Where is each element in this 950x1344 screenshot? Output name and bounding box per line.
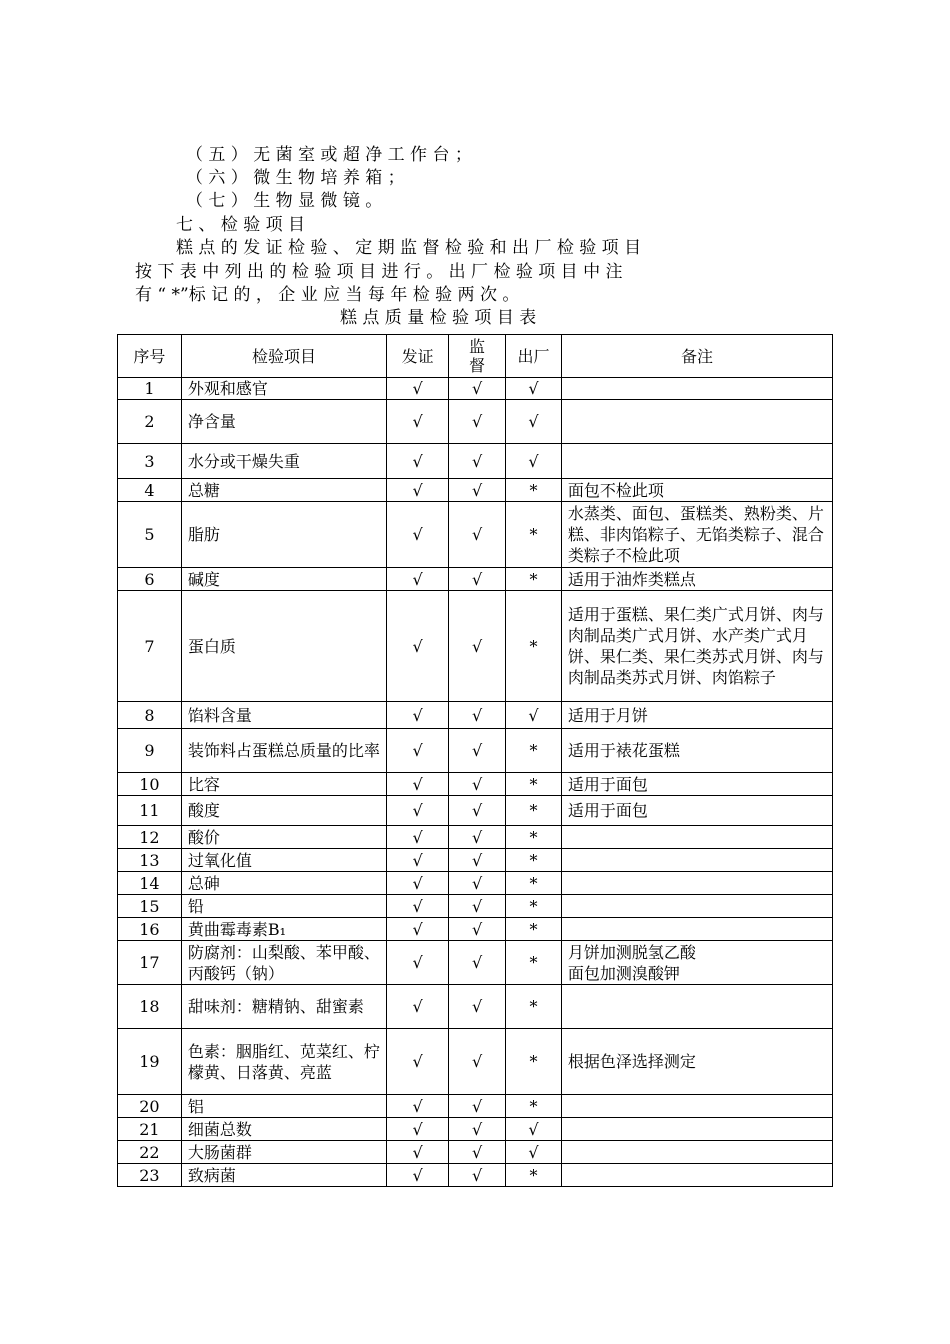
cell-cert: √ [387, 702, 449, 729]
cell-item: 铅 [181, 895, 386, 918]
cell-factory: * [506, 729, 562, 773]
table-row [118, 895, 833, 918]
cell-no: 17 [118, 941, 182, 985]
cell-no: 20 [118, 1095, 182, 1118]
cell-no: 16 [118, 918, 182, 941]
header-item: 检验项目 [181, 335, 386, 378]
cell-item: 铝 [181, 1095, 386, 1118]
cell-cert: √ [387, 378, 449, 400]
cell-factory: √ [506, 400, 562, 444]
cell-note [561, 444, 832, 479]
cell-cert: √ [387, 941, 449, 985]
header-cert: 发证 [387, 335, 449, 378]
cell-no: 21 [118, 1118, 182, 1141]
cell-cert: √ [387, 985, 449, 1029]
cell-item: 致病菌 [181, 1164, 386, 1187]
cell-item: 外观和感官 [181, 378, 386, 400]
cell-supervise: √ [449, 1164, 506, 1187]
cell-factory: * [506, 479, 562, 502]
cell-supervise: √ [449, 872, 506, 895]
cell-supervise: √ [449, 1029, 506, 1095]
cell-note [561, 872, 832, 895]
cell-item: 总糖 [181, 479, 386, 502]
cell-factory: √ [506, 1141, 562, 1164]
section-heading: 七 、 检 验 项 目 [176, 215, 306, 235]
cell-supervise: √ [449, 918, 506, 941]
cell-factory: * [506, 502, 562, 568]
cell-factory: * [506, 591, 562, 702]
inspection-table [117, 334, 833, 1187]
table-row [118, 1029, 833, 1095]
cell-note: 适用于月饼 [561, 702, 832, 729]
cell-no: 7 [118, 591, 182, 702]
cell-item: 过氧化值 [181, 849, 386, 872]
cell-factory: √ [506, 1118, 562, 1141]
cell-supervise: √ [449, 444, 506, 479]
cell-supervise: √ [449, 591, 506, 702]
paragraph-line-1: 糕 点 的 发 证 检 验 、 定 期 监 督 检 验 和 出 厂 检 验 项 目 [176, 238, 642, 258]
cell-cert: √ [387, 895, 449, 918]
header-no: 序号 [118, 335, 182, 378]
cell-factory: * [506, 872, 562, 895]
cell-factory: √ [506, 378, 562, 400]
cell-note [561, 918, 832, 941]
cell-note [561, 400, 832, 444]
cell-note [561, 1118, 832, 1141]
cell-item: 总砷 [181, 872, 386, 895]
cell-supervise: √ [449, 941, 506, 985]
cell-cert: √ [387, 773, 449, 796]
cell-item: 比容 [181, 773, 386, 796]
cell-supervise: √ [449, 702, 506, 729]
cell-no: 13 [118, 849, 182, 872]
header-factory: 出厂 [506, 335, 562, 378]
cell-item: 大肠菌群 [181, 1141, 386, 1164]
cell-no: 4 [118, 479, 182, 502]
cell-no: 22 [118, 1141, 182, 1164]
cell-cert: √ [387, 444, 449, 479]
cell-cert: √ [387, 479, 449, 502]
cell-cert: √ [387, 1164, 449, 1187]
cell-factory: * [506, 773, 562, 796]
cell-item: 细菌总数 [181, 1118, 386, 1141]
cell-factory: * [506, 796, 562, 826]
cell-item: 黄曲霉毒素B₁ [181, 918, 386, 941]
table-row [118, 1095, 833, 1118]
cell-no: 3 [118, 444, 182, 479]
cell-factory: * [506, 985, 562, 1029]
cell-factory: √ [506, 444, 562, 479]
table-row [118, 1118, 833, 1141]
cell-item: 水分或干燥失重 [181, 444, 386, 479]
cell-supervise: √ [449, 985, 506, 1029]
cell-factory: * [506, 1095, 562, 1118]
table-row [118, 444, 833, 479]
cell-factory: * [506, 826, 562, 849]
table-row [118, 729, 833, 773]
table-row [118, 849, 833, 872]
cell-cert: √ [387, 1118, 449, 1141]
table-row [118, 479, 833, 502]
cell-note [561, 1164, 832, 1187]
cell-note [561, 1141, 832, 1164]
intro-line-5: （ 五 ） 无 菌 室 或 超 净 工 作 台 ； [186, 145, 472, 165]
cell-item: 色素：胭脂红、苋菜红、柠檬黄、日落黄、亮蓝 [181, 1029, 386, 1095]
cell-cert: √ [387, 826, 449, 849]
cell-no: 9 [118, 729, 182, 773]
cell-supervise: √ [449, 849, 506, 872]
cell-note [561, 895, 832, 918]
cell-factory: * [506, 1164, 562, 1187]
cell-item: 酸度 [181, 796, 386, 826]
paragraph-line-3: 有 “ *”标 记 的 ， 企 业 应 当 每 年 检 验 两 次 。 [135, 285, 520, 305]
cell-note [561, 378, 832, 400]
table-row [118, 826, 833, 849]
cell-supervise: √ [449, 773, 506, 796]
table-row [118, 502, 833, 568]
cell-factory: √ [506, 702, 562, 729]
cell-factory: * [506, 941, 562, 985]
cell-item: 蛋白质 [181, 591, 386, 702]
intro-line-6: （ 六 ） 微 生 物 培 养 箱 ； [186, 168, 405, 188]
cell-note [561, 826, 832, 849]
table-row [118, 872, 833, 895]
paragraph-line-2: 按 下 表 中 列 出 的 检 验 项 目 进 行 。 出 厂 检 验 项 目 中 注 [135, 262, 623, 282]
cell-note: 适用于裱花蛋糕 [561, 729, 832, 773]
cell-supervise: √ [449, 796, 506, 826]
cell-item: 酸价 [181, 826, 386, 849]
table-row [118, 378, 833, 400]
cell-no: 14 [118, 872, 182, 895]
cell-cert: √ [387, 918, 449, 941]
cell-no: 19 [118, 1029, 182, 1095]
cell-item: 净含量 [181, 400, 386, 444]
cell-note: 适用于面包 [561, 773, 832, 796]
cell-note [561, 849, 832, 872]
cell-note: 适用于蛋糕、果仁类广式月饼、肉与肉制品类广式月饼、水产类广式月饼、果仁类、果仁类苏式月饼、肉与肉制品类苏式月饼、肉馅粽子 [561, 591, 832, 702]
table-row [118, 985, 833, 1029]
cell-no: 6 [118, 568, 182, 591]
table-row [118, 1164, 833, 1187]
table-row [118, 591, 833, 702]
cell-no: 5 [118, 502, 182, 568]
cell-cert: √ [387, 568, 449, 591]
cell-factory: * [506, 1029, 562, 1095]
cell-note [561, 1095, 832, 1118]
cell-no: 18 [118, 985, 182, 1029]
cell-factory: * [506, 918, 562, 941]
cell-cert: √ [387, 1095, 449, 1118]
cell-factory: * [506, 849, 562, 872]
cell-note: 适用于面包 [561, 796, 832, 826]
cell-supervise: √ [449, 1141, 506, 1164]
intro-line-7: （ 七 ） 生 物 显 微 镜 。 [186, 191, 383, 211]
cell-supervise: √ [449, 400, 506, 444]
cell-note: 适用于油炸类糕点 [561, 568, 832, 591]
cell-no: 1 [118, 378, 182, 400]
cell-cert: √ [387, 872, 449, 895]
cell-note: 水蒸类、面包、蛋糕类、熟粉类、片糕、非肉馅粽子、无馅类粽子、混合类粽子不检此项 [561, 502, 832, 568]
cell-supervise: √ [449, 1095, 506, 1118]
cell-cert: √ [387, 591, 449, 702]
cell-supervise: √ [449, 479, 506, 502]
table-row [118, 702, 833, 729]
header-note: 备注 [561, 335, 832, 378]
cell-no: 8 [118, 702, 182, 729]
cell-note: 月饼加测脱氢乙酸 面包加测溴酸钾 [561, 941, 832, 985]
cell-no: 23 [118, 1164, 182, 1187]
cell-cert: √ [387, 400, 449, 444]
cell-item: 甜味剂：糖精钠、甜蜜素 [181, 985, 386, 1029]
cell-supervise: √ [449, 1118, 506, 1141]
table-row [118, 796, 833, 826]
cell-cert: √ [387, 849, 449, 872]
table-row [118, 941, 833, 985]
header-supervise: 监督 [449, 335, 506, 378]
cell-cert: √ [387, 502, 449, 568]
table-row [118, 918, 833, 941]
table-row [118, 400, 833, 444]
cell-item: 脂肪 [181, 502, 386, 568]
table-header-row [118, 335, 833, 378]
cell-note: 根据色泽选择测定 [561, 1029, 832, 1095]
cell-item: 防腐剂：山梨酸、苯甲酸、丙酸钙（钠） [181, 941, 386, 985]
cell-item: 馅料含量 [181, 702, 386, 729]
cell-cert: √ [387, 1141, 449, 1164]
cell-cert: √ [387, 796, 449, 826]
table-row [118, 568, 833, 591]
table-title: 糕 点 质 量 检 验 项 目 表 [340, 308, 537, 328]
cell-cert: √ [387, 729, 449, 773]
table-row [118, 773, 833, 796]
cell-factory: * [506, 895, 562, 918]
cell-cert: √ [387, 1029, 449, 1095]
cell-supervise: √ [449, 378, 506, 400]
cell-item: 碱度 [181, 568, 386, 591]
cell-note: 面包不检此项 [561, 479, 832, 502]
table-row [118, 1141, 833, 1164]
cell-no: 15 [118, 895, 182, 918]
cell-supervise: √ [449, 895, 506, 918]
cell-supervise: √ [449, 826, 506, 849]
cell-supervise: √ [449, 729, 506, 773]
cell-no: 12 [118, 826, 182, 849]
cell-supervise: √ [449, 568, 506, 591]
cell-no: 2 [118, 400, 182, 444]
cell-item: 装饰料占蛋糕总质量的比率 [181, 729, 386, 773]
cell-note [561, 985, 832, 1029]
cell-no: 10 [118, 773, 182, 796]
cell-supervise: √ [449, 502, 506, 568]
cell-factory: * [506, 568, 562, 591]
cell-no: 11 [118, 796, 182, 826]
